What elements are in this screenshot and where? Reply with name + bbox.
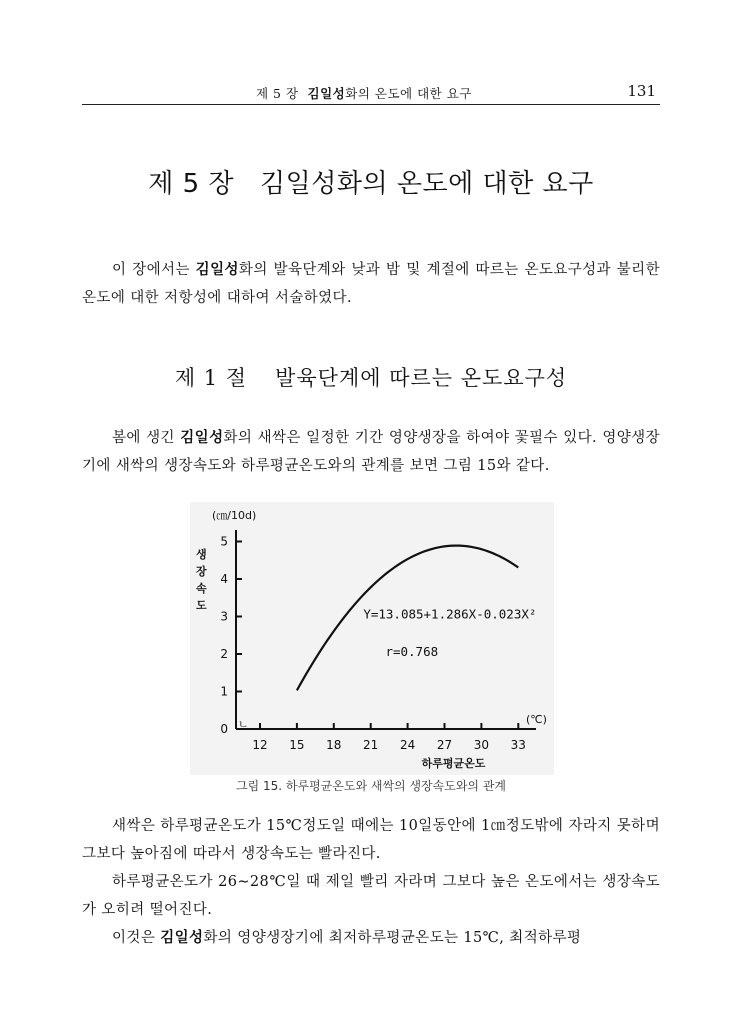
x-tick-label: 24 <box>399 738 416 752</box>
chapter-title <box>82 163 660 200</box>
x-tick-label: 27 <box>436 738 453 752</box>
y-tick-label: 2 <box>220 647 228 661</box>
section-title <box>82 362 660 392</box>
paragraph-2 <box>82 812 660 868</box>
para2-text: 새싹은 하루평균온도가 15℃정도일 때에는 10일동안에 1㎝정도밖에 자라지 못하며 그보다 높아짐에 따라서 생장속도는 빨라진다. <box>82 818 660 862</box>
para1-plant-name: 김일성 <box>180 429 224 446</box>
regression-equation: Y=13.085+1.286X-0.023X² <box>363 606 537 622</box>
x-ticks <box>252 723 526 752</box>
section-text: 발육단계에 따르는 온도요구성 <box>275 366 568 390</box>
paragraph-4 <box>82 924 660 952</box>
intro-after: 화의 발육단계와 낮과 밤 및 계절에 따르는 온도요구성과 불리한 온도에 대한 저항성에 대하여 서술하였다. <box>82 262 660 306</box>
y-tick-label: 4 <box>220 572 228 586</box>
y-tick-label: 1 <box>220 684 228 699</box>
y-axis-label-char: 도 <box>196 599 207 612</box>
intro-before: 이 장에서는 <box>112 262 196 278</box>
y-unit-label: (㎝/10d) <box>212 509 257 522</box>
correlation-value: r=0.768 <box>385 643 439 659</box>
page-number: 131 <box>627 82 656 100</box>
para4-after: 화의 영양생장기에 최저하루평균온도는 15℃, 최적하루평 <box>203 930 582 946</box>
growth-chart <box>190 502 554 775</box>
header-chapter-prefix: 제 5 장 <box>256 86 299 101</box>
x-tick-label: 33 <box>510 738 526 752</box>
y-tick-label: 5 <box>220 534 228 549</box>
x-axis-label: 하루평균온도 <box>421 757 486 770</box>
y-ticks <box>220 535 242 737</box>
para4-before: 이것은 <box>112 930 161 946</box>
y-axis-label-char: 장 <box>196 565 207 578</box>
figure-caption: 그림 15. 하루평균온도와 새싹의 생장속도와의 관계 <box>236 779 506 793</box>
y-axis-label-char: 속 <box>196 582 207 595</box>
para4-plant-name: 김일성 <box>160 929 204 946</box>
x-tick-label: 21 <box>363 738 379 752</box>
running-header-title <box>256 84 472 102</box>
chapter-title-rest: 화의 온도에 대한 요구 <box>336 169 594 199</box>
chapter-prefix: 제 5 장 <box>148 169 235 199</box>
paragraph-3 <box>82 868 660 924</box>
figure-15 <box>190 502 554 775</box>
running-header <box>82 80 660 105</box>
para1-after: 화의 새싹은 일정한 기간 영양생장을 하여야 꽃필수 있다. 영양생장기에 새싹의 생장속도와 하루평균온도와의 관계를 보면 그림 15와 같다. <box>82 430 660 474</box>
header-plant-name: 김일성 <box>307 86 346 101</box>
intro-plant-name: 김일성 <box>195 261 239 278</box>
y-axis-label-char: 생 <box>196 548 207 561</box>
x-tick-label: 12 <box>252 738 268 752</box>
y-tick-label: 0 <box>220 722 228 736</box>
y-axis-label <box>195 547 207 612</box>
para3-text: 하루평균온도가 26∼28℃일 때 제일 빨리 자라며 그보다 높은 온도에서는 생장속도가 오히려 떨어진다. <box>82 874 660 918</box>
y-tick-label: 3 <box>220 609 228 624</box>
x-tick-label: 15 <box>289 738 305 752</box>
intro-paragraph <box>82 256 660 312</box>
chapter-plant-name: 김일성 <box>260 169 337 199</box>
x-tick-label: 30 <box>473 738 490 752</box>
section-prefix: 제 1 절 <box>174 366 248 390</box>
x-tick-label: 18 <box>326 738 342 752</box>
x-unit-label: (℃) <box>526 713 547 726</box>
paragraph-1 <box>82 424 660 480</box>
axis-break-mark: ㄴ <box>238 718 249 731</box>
header-title-rest: 화의 온도에 대한 요구 <box>345 86 472 101</box>
para1-before: 봄에 생긴 <box>112 430 181 446</box>
